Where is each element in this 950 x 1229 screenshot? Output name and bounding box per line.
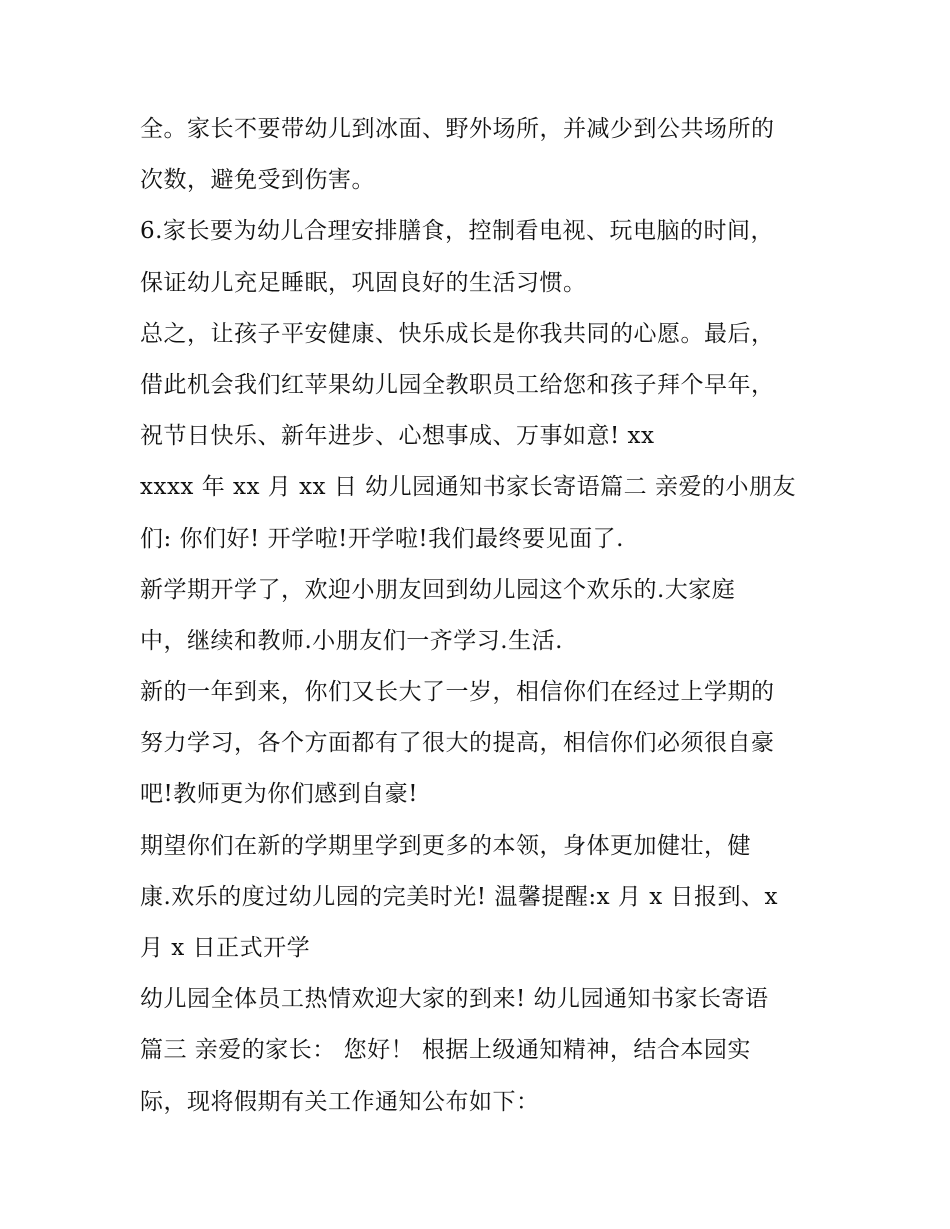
text-line: 月 x 日正式开学 [140, 935, 311, 961]
text-line: 篇三 亲爱的家长： 您好！ 根据上级通知精神，结合本园实 [140, 1037, 751, 1064]
document-body [140, 104, 820, 1128]
text-line: 新学期开学了，欢迎小朋友回到幼儿园这个欢乐的.大家庭 [140, 576, 736, 603]
text-line: 们: 你们好! 开学啦!开学啦!我们最终要见面了. [140, 525, 624, 552]
text-line: 借此机会我们红苹果幼儿园全教职员工给您和孩子拜个早年， [140, 371, 775, 398]
text-line: 期望你们在新的学期里学到更多的本领，身体更加健壮，健 [140, 832, 751, 859]
text-line: 总之，让孩子平安健康、快乐成长是你我共同的心愿。最后， [140, 320, 775, 347]
text-line: 努力学习，各个方面都有了很大的提高，相信你们必须很自豪 [140, 730, 775, 757]
text-line: 保证幼儿充足睡眠，巩固良好的生活习惯。 [140, 269, 587, 296]
text-line: 全。家长不要带幼儿到冰面、野外场所，并减少到公共场所的 [140, 116, 775, 142]
text-line: 新的一年到来，你们又长大了一岁，相信你们在经过上学期的 [140, 679, 775, 706]
text-line: 康.欢乐的度过幼儿园的完美时光! 温馨提醒:x 月 x 日报到、x [140, 883, 778, 910]
text-line: 幼儿园全体员工热情欢迎大家的到来! 幼儿园通知书家长寄语 [140, 986, 769, 1013]
text-line: 际，现将假期有关工作通知公布如下： [140, 1088, 540, 1115]
text-line: 祝节日快乐、新年进步、心想事成、万事如意! xx [140, 423, 655, 450]
text-line: 次数，避免受到伤害。 [140, 167, 375, 194]
text-line: 中，继续和教师.小朋友们一齐学习.生活. [140, 627, 563, 654]
text-line: xxxx 年 xx 月 xx 日 幼儿园通知书家长寄语篇二 亲爱的小朋友 [140, 474, 796, 501]
text-line: 6.家长要为幼儿合理安排膳食，控制看电视、玩电脑的时间， [140, 218, 774, 245]
text-line: 吧!教师更为你们感到自豪! [140, 781, 418, 808]
